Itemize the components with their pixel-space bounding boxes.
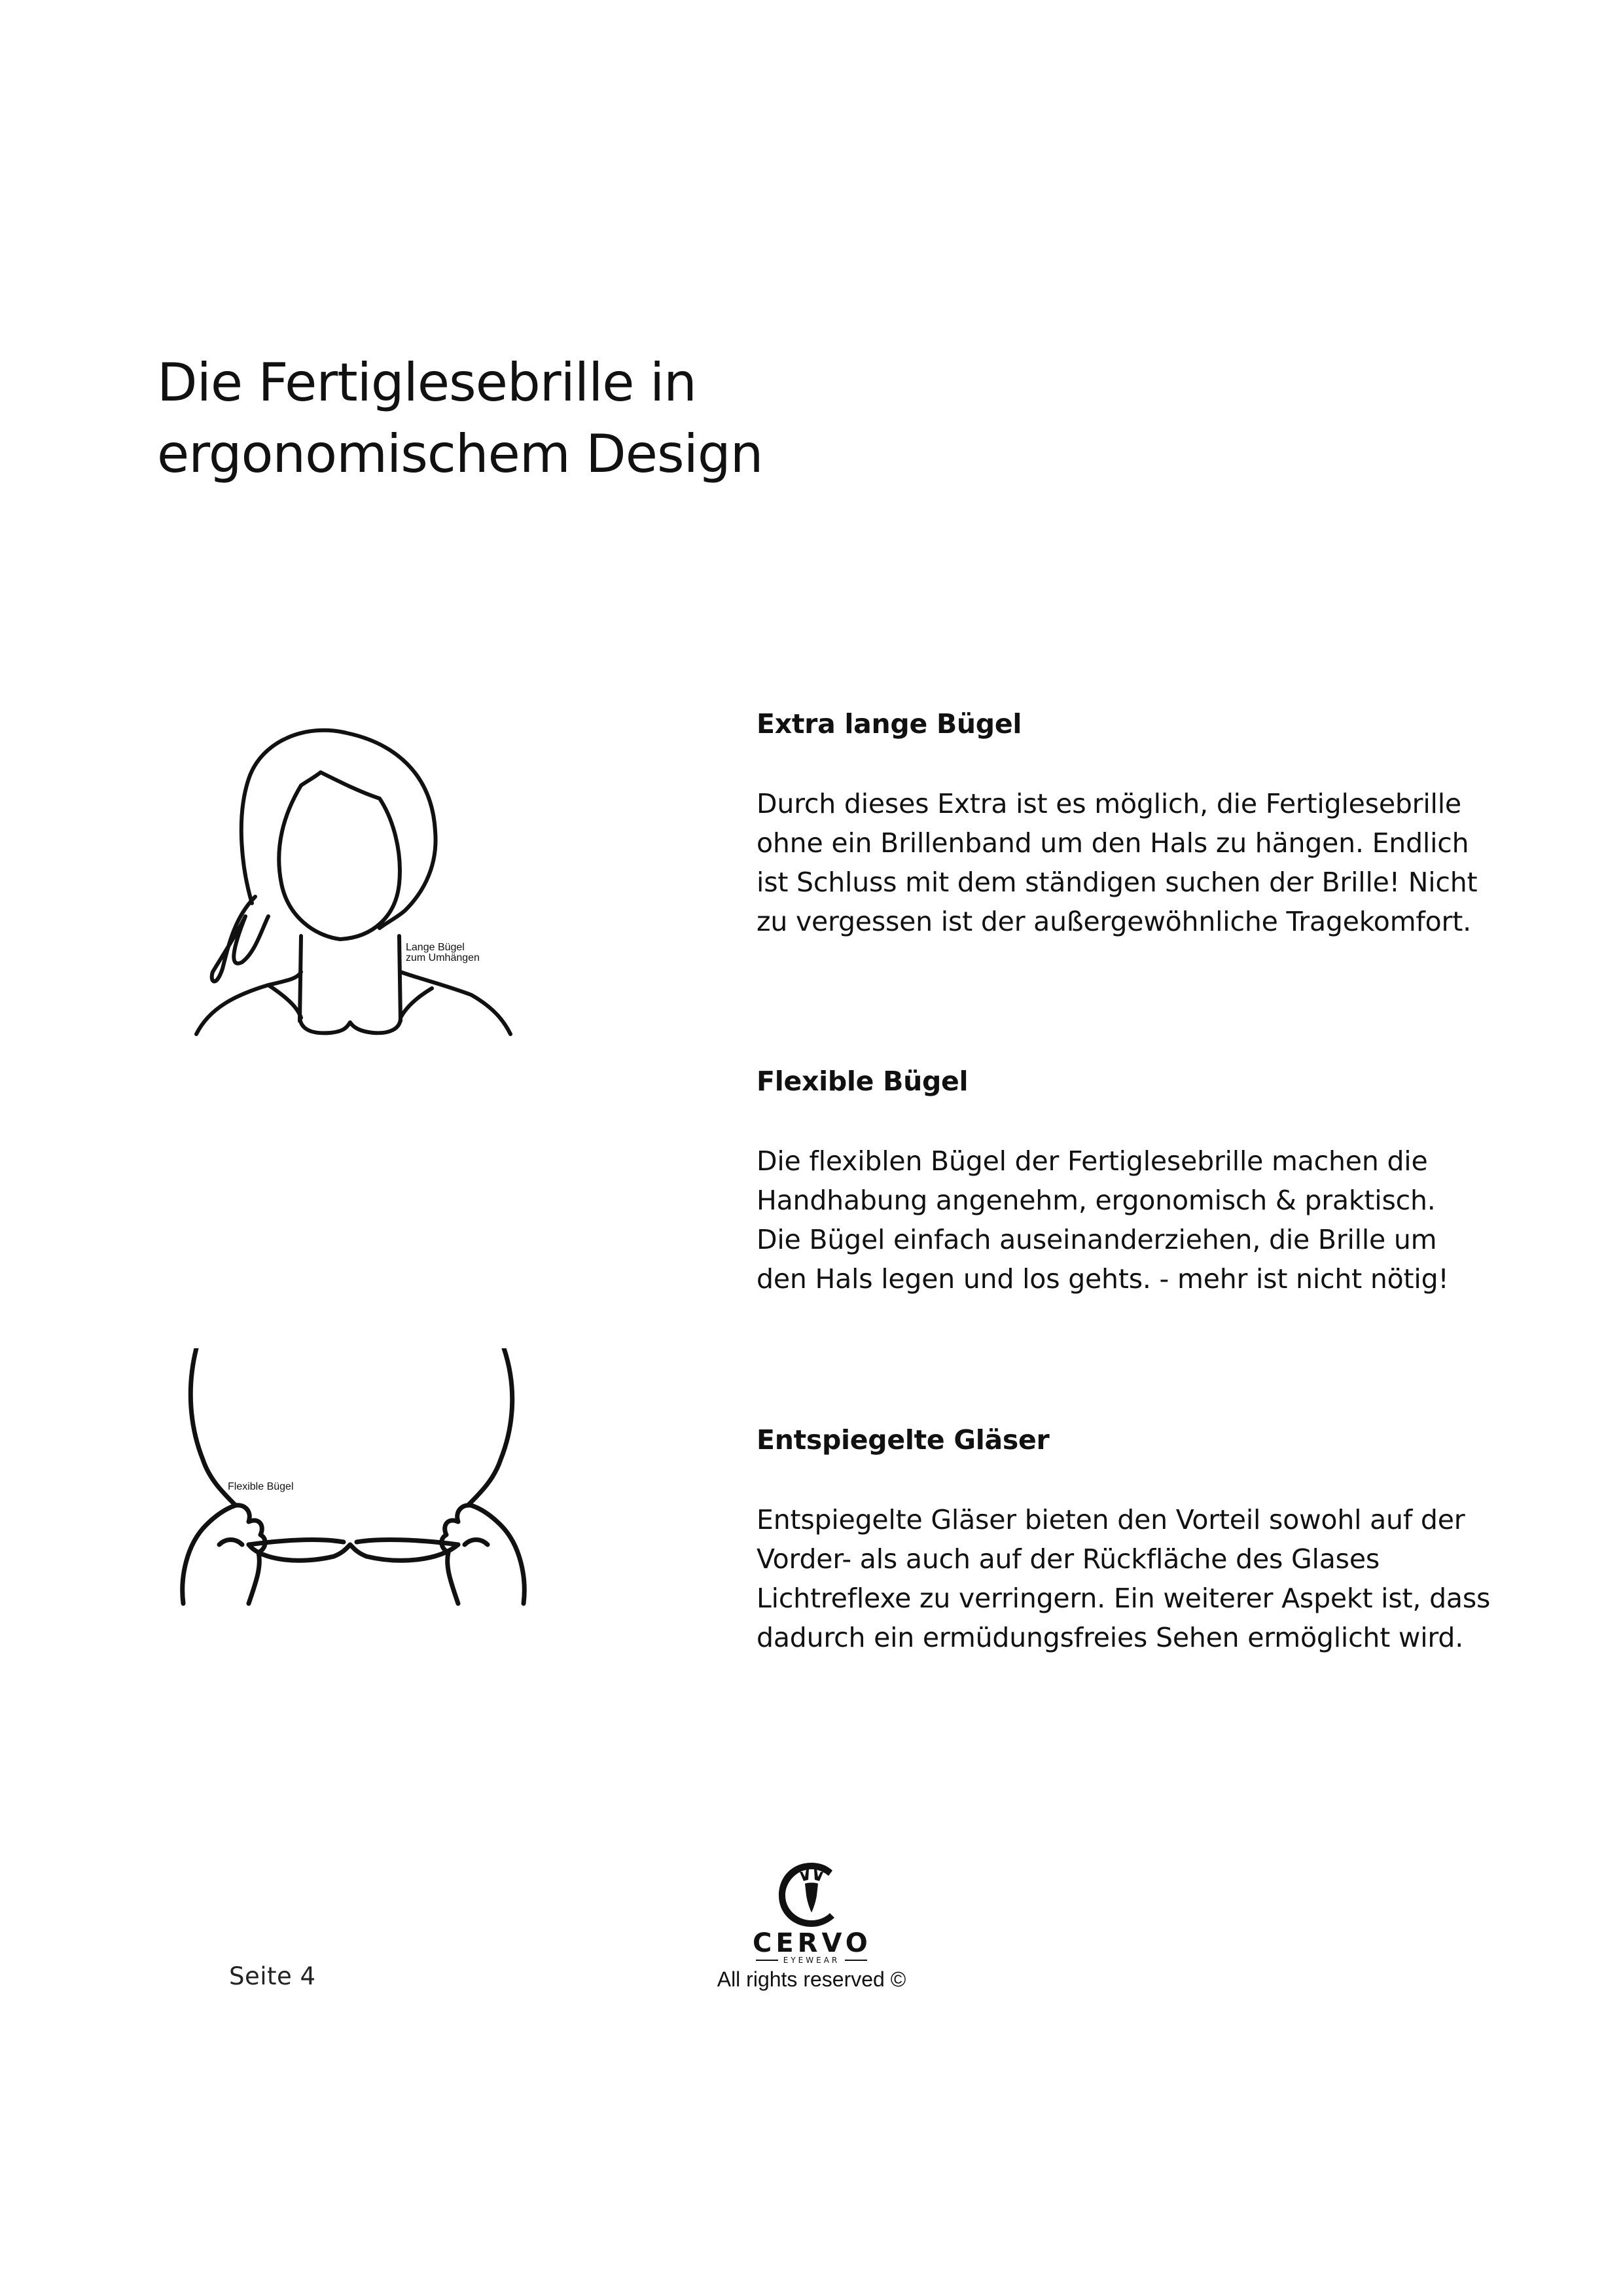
section-text: Durch dieses Extra ist es möglich, die Fertiglesebrille ohne ein Brillenband um den Hals zu hängen. Endlich ist Schluss mit dem ständigen suchen der Brille! Nicht zu vergessen ist der außergewöhnliche Tragekomfort. bbox=[757, 788, 1478, 937]
neck-glasses-illustration bbox=[183, 720, 524, 1047]
logo-brand: CERVO bbox=[753, 1928, 872, 1958]
neck-label-line-2: zum Umhängen bbox=[406, 952, 480, 963]
page-title-line-2: ergonomischem Design bbox=[157, 423, 763, 484]
section-antireflective-lenses bbox=[757, 1422, 1509, 1657]
woman-silhouette-icon bbox=[183, 720, 524, 1047]
section-text: Die flexiblen Bügel der Fertiglesebrille machen die Handhabung angenehm, ergonomisch & praktisch. Die Bügel einfach auseinanderziehen, die Brille um den Hals legen und los gehts. - mehr ist nicht nötig! bbox=[757, 1145, 1449, 1295]
cervo-logo bbox=[753, 1857, 870, 1965]
section-flexible-temples bbox=[757, 1063, 1509, 1299]
section-heading: Entspiegelte Gläser bbox=[757, 1424, 1050, 1456]
page-number: Seite 4 bbox=[229, 1962, 316, 1990]
neck-label-line-1: Lange Bügel bbox=[406, 942, 465, 953]
hands-label: Flexible Bügel bbox=[228, 1481, 294, 1492]
logo-subline: EYEWEAR bbox=[753, 1956, 870, 1965]
page-title-line-1: Die Fertiglesebrille in bbox=[157, 352, 696, 413]
page-title bbox=[157, 347, 762, 490]
section-text: Entspiegelte Gläser bieten den Vorteil sowohl auf der Vorder- als auch auf der Rückfläche des Glases Lichtreflexe zu verringern. Ein weiterer Aspekt ist, dass dadurch ein ermüdungsfreies Sehen ermöglicht wird. bbox=[757, 1504, 1491, 1653]
flexible-temples-illustration bbox=[170, 1348, 550, 1623]
copyright-notice: All rights reserved © bbox=[717, 1967, 906, 1991]
section-heading: Flexible Bügel bbox=[757, 1066, 969, 1097]
section-extra-long-temples bbox=[757, 706, 1509, 941]
stag-head-icon bbox=[772, 1857, 851, 1929]
section-heading: Extra lange Bügel bbox=[757, 708, 1022, 740]
hands-glasses-icon bbox=[170, 1348, 550, 1623]
